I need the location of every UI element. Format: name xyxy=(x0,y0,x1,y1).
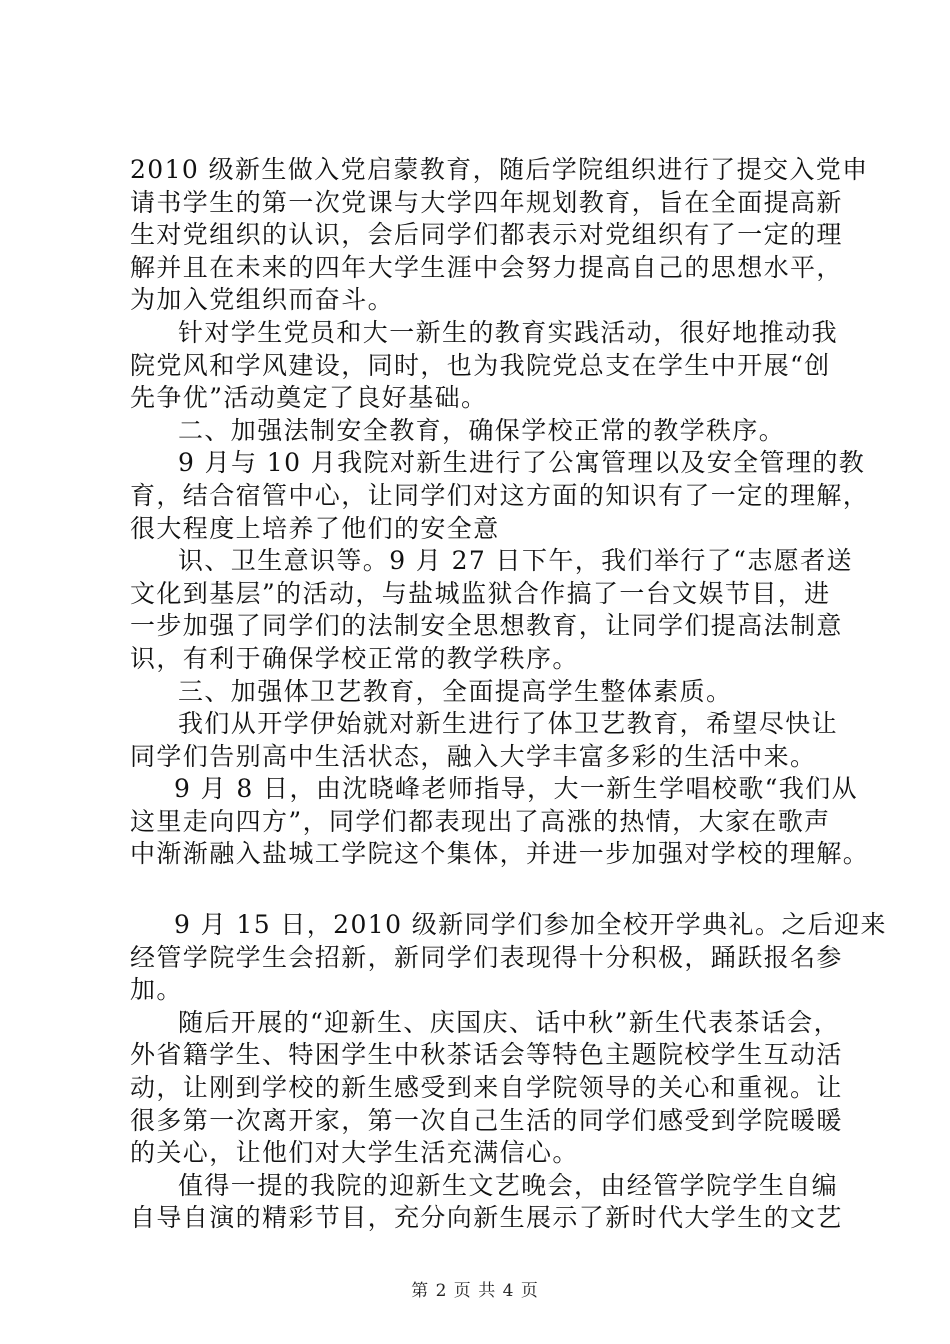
text-line: 加。 xyxy=(130,975,183,1005)
text-line: 中渐渐融入盐城工学院这个集体，并进一步加强对学校的理解。 xyxy=(130,839,870,869)
section-heading: 二、加强法制安全教育，确保学校正常的教学秩序。 xyxy=(178,415,786,445)
paragraph-gap xyxy=(130,871,850,909)
text-line: 动，让刚到学校的新生感受到来自学院领导的关心和重视。让 xyxy=(130,1073,843,1103)
text-line: 随后开展的“迎新生、庆国庆、话中秋”新生代表茶话会， xyxy=(178,1007,840,1037)
text-line: 很多第一次离开家，第一次自己生活的同学们感受到学院暖暖 xyxy=(130,1105,843,1135)
text-line: 生对党组织的认识，会后同学们都表示对党组织有了一定的理 xyxy=(130,220,843,250)
text-line: 同学们告别高中生活状态，融入大学丰富多彩的生活中来。 xyxy=(130,741,817,771)
text-line: 识、卫生意识等。9 月 27 日下午，我们举行了“志愿者送 xyxy=(178,546,853,576)
text-line: 识，有利于确保学校正常的教学秩序。 xyxy=(130,643,579,673)
text-line: 经管学院学生会招新，新同学们表现得十分积极，踊跃报名参 xyxy=(130,942,843,972)
text-line: 一步加强了同学们的法制安全思想教育，让同学们提高法制意 xyxy=(130,611,843,641)
text-line: 很大程度上培养了他们的安全意 xyxy=(130,513,500,543)
text-line: 9 月与 10 月我院对新生进行了公寓管理以及安全管理的教 xyxy=(178,448,866,478)
section-heading: 三、加强体卫艺教育，全面提高学生整体素质。 xyxy=(178,676,733,706)
text-line: 为加入党组织而奋斗。 xyxy=(130,285,395,315)
text-line: 育，结合宿管中心，让同学们对这方面的知识有了一定的理解， xyxy=(130,480,870,510)
text-line: 值得一提的我院的迎新生文艺晚会，由经管学院学生自编 xyxy=(178,1170,839,1200)
text-line: 我们从开学伊始就对新生进行了体卫艺教育，希望尽快让 xyxy=(178,709,839,739)
text-line: 2010 级新生做入党启蒙教育，随后学院组织进行了提交入党申 xyxy=(130,155,869,184)
text-line: 针对学生党员和大一新生的教育实践活动，很好地推动我 xyxy=(178,317,839,347)
text-line: 先争优”活动奠定了良好基础。 xyxy=(130,383,488,413)
text-line: 文化到基层”的活动，与盐城监狱合作搞了一台文娱节目，进 xyxy=(130,578,831,608)
document-body xyxy=(130,154,887,1235)
text-line: 9 月 8 日，由沈晓峰老师指导，大一新生学唱校歌“我们从 xyxy=(174,774,859,804)
text-line: 院党风和学风建设，同时，也为我院党总支在学生中开展“创 xyxy=(130,350,831,380)
text-line: 请书学生的第一次党课与大学四年规划教育，旨在全面提高新 xyxy=(130,187,843,217)
text-line: 解并且在未来的四年大学生涯中会努力提高自己的思想水平， xyxy=(130,252,843,282)
text-line: 9 月 15 日，2010 级新同学们参加全校开学典礼。之后迎来 xyxy=(174,910,887,940)
page-footer: 第 2 页 共 4 页 xyxy=(411,1281,539,1301)
text-line: 这里走向四方”，同学们都表现出了高涨的热情，大家在歌声 xyxy=(130,806,831,836)
text-line: 的关心，让他们对大学生活充满信心。 xyxy=(130,1138,579,1168)
text-line: 外省籍学生、特困学生中秋茶话会等特色主题院校学生互动活 xyxy=(130,1040,843,1070)
text-line: 自导自演的精彩节目，充分向新生展示了新时代大学生的文艺 xyxy=(130,1203,843,1233)
